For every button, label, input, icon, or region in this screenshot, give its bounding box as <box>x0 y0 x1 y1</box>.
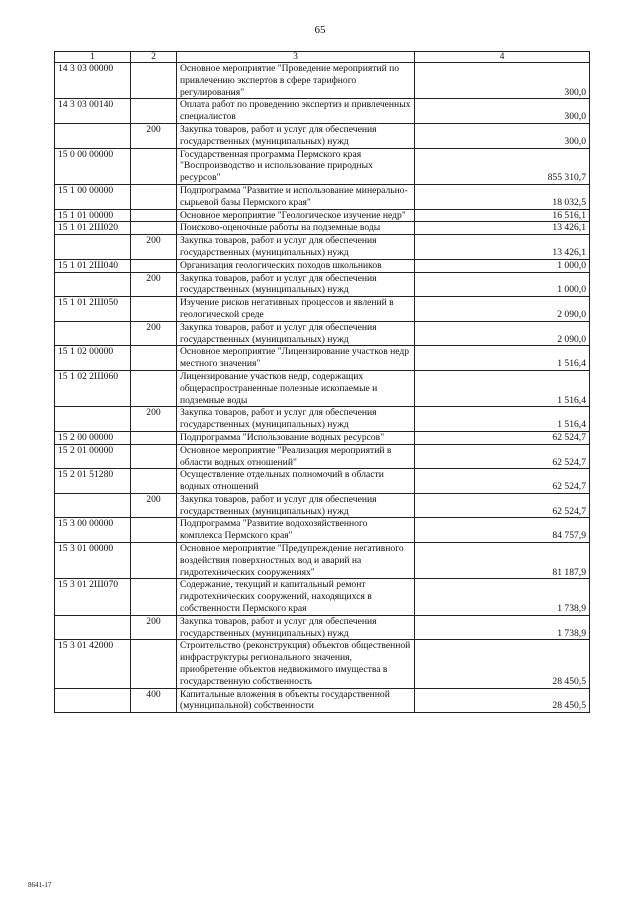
table-row <box>55 640 590 688</box>
row-name-cell: Закупка товаров, работ и услуг для обеспечения государственных (муниципальных) нужд <box>177 407 415 432</box>
row-sum-cell: 62 524,7 <box>415 493 590 518</box>
row-code-cell <box>55 407 131 432</box>
row-type-cell <box>131 579 177 615</box>
header-col-4: 4 <box>415 52 590 63</box>
row-code-cell: 15 3 01 42000 <box>55 640 131 688</box>
row-code-cell: 15 3 01 2Ш070 <box>55 579 131 615</box>
row-name-cell: Закупка товаров, работ и услуг для обеспечения государственных (муниципальных) нужд <box>177 272 415 297</box>
row-sum-cell: 62 524,7 <box>415 431 590 444</box>
row-code-cell: 14 3 03 00000 <box>55 63 131 99</box>
header-col-2: 2 <box>131 52 177 63</box>
row-type-cell <box>131 148 177 184</box>
row-code-cell: 15 1 01 2Ш020 <box>55 222 131 235</box>
table-row <box>55 209 590 222</box>
row-name-cell: Государственная программа Пермского края "Воспроизводство и использование природных ресурсов" <box>177 148 415 184</box>
page-number: 65 <box>314 24 326 36</box>
row-name-cell: Подпрограмма "Развитие водохозяйственного комплекса Пермского края" <box>177 518 415 543</box>
row-code-cell <box>55 272 131 297</box>
row-code-cell: 15 1 01 2Ш050 <box>55 297 131 322</box>
row-sum-cell: 2 090,0 <box>415 321 590 346</box>
row-code-cell: 15 2 01 00000 <box>55 444 131 469</box>
row-sum-cell: 28 450,5 <box>415 640 590 688</box>
table-row <box>55 493 590 518</box>
table-row <box>55 370 590 406</box>
row-code-cell: 15 2 01 51280 <box>55 469 131 494</box>
row-sum-cell: 81 187,9 <box>415 543 590 579</box>
row-type-cell <box>131 63 177 99</box>
row-name-cell: Поисково-оценочные работы на подземные воды <box>177 222 415 235</box>
row-sum-cell: 62 524,7 <box>415 469 590 494</box>
row-sum-cell: 13 426,1 <box>415 235 590 260</box>
table-row <box>55 431 590 444</box>
row-name-cell: Осуществление отдельных полномочий в области водных отношений <box>177 469 415 494</box>
row-name-cell: Основное мероприятие "Проведение мероприятий по привлечению экспертов в сфере тарифного регулирования" <box>177 63 415 99</box>
table-row <box>55 615 590 640</box>
row-sum-cell: 300,0 <box>415 99 590 124</box>
row-code-cell <box>55 493 131 518</box>
row-type-cell <box>131 259 177 272</box>
table-row <box>55 407 590 432</box>
row-code-cell <box>55 235 131 260</box>
row-code-cell: 15 1 02 2Ш060 <box>55 370 131 406</box>
table-row <box>55 518 590 543</box>
row-type-cell <box>131 469 177 494</box>
row-code-cell: 14 3 03 00140 <box>55 99 131 124</box>
row-name-cell: Строительство (реконструкция) объектов общественной инфраструктуры регионального значения, приобретение объектов недвижимого имущества в государственную собственность <box>177 640 415 688</box>
table-body <box>55 63 590 713</box>
table-row <box>55 297 590 322</box>
row-sum-cell: 62 524,7 <box>415 444 590 469</box>
row-sum-cell: 16 516,1 <box>415 209 590 222</box>
row-sum-cell: 300,0 <box>415 123 590 148</box>
footer-code: 8641-17 <box>28 881 52 889</box>
table-row <box>55 123 590 148</box>
row-name-cell: Основное мероприятие "Лицензирование участков недр местного значения" <box>177 346 415 371</box>
table-row <box>55 321 590 346</box>
row-type-cell: 200 <box>131 493 177 518</box>
row-type-cell <box>131 297 177 322</box>
row-type-cell <box>131 543 177 579</box>
row-type-cell <box>131 346 177 371</box>
row-type-cell: 200 <box>131 272 177 297</box>
row-code-cell: 15 3 00 00000 <box>55 518 131 543</box>
row-type-cell: 200 <box>131 123 177 148</box>
row-name-cell: Капитальные вложения в объекты государственной (муниципальной) собственности <box>177 688 415 713</box>
row-name-cell: Закупка товаров, работ и услуг для обеспечения государственных (муниципальных) нужд <box>177 321 415 346</box>
row-sum-cell: 1 000,0 <box>415 259 590 272</box>
row-code-cell: 15 1 00 00000 <box>55 184 131 209</box>
row-sum-cell: 1 516,4 <box>415 370 590 406</box>
row-sum-cell: 855 310,7 <box>415 148 590 184</box>
row-code-cell: 15 1 01 00000 <box>55 209 131 222</box>
row-type-cell <box>131 444 177 469</box>
row-type-cell <box>131 99 177 124</box>
row-code-cell: 15 3 01 00000 <box>55 543 131 579</box>
row-name-cell: Организация геологических походов школьников <box>177 259 415 272</box>
row-sum-cell: 84 757,9 <box>415 518 590 543</box>
header-col-1: 1 <box>55 52 131 63</box>
row-sum-cell: 1 516,4 <box>415 407 590 432</box>
row-code-cell: 15 1 02 00000 <box>55 346 131 371</box>
row-type-cell <box>131 209 177 222</box>
row-sum-cell: 1 738,9 <box>415 615 590 640</box>
row-sum-cell: 28 450,5 <box>415 688 590 713</box>
row-name-cell: Закупка товаров, работ и услуг для обеспечения государственных (муниципальных) нужд <box>177 235 415 260</box>
row-type-cell: 200 <box>131 321 177 346</box>
row-type-cell <box>131 640 177 688</box>
row-sum-cell: 1 000,0 <box>415 272 590 297</box>
row-type-cell <box>131 518 177 543</box>
row-name-cell: Закупка товаров, работ и услуг для обеспечения государственных (муниципальных) нужд <box>177 123 415 148</box>
header-col-3: 3 <box>177 52 415 63</box>
row-type-cell <box>131 370 177 406</box>
row-type-cell <box>131 184 177 209</box>
row-name-cell: Содержание, текущий и капитальный ремонт гидротехнических сооружений, находящихся в собственности Пермского края <box>177 579 415 615</box>
row-sum-cell: 1 516,4 <box>415 346 590 371</box>
table-row <box>55 99 590 124</box>
budget-table <box>54 51 590 713</box>
table-row <box>55 688 590 713</box>
table-row <box>55 579 590 615</box>
row-name-cell: Подпрограмма "Использование водных ресурсов" <box>177 431 415 444</box>
table-row <box>55 469 590 494</box>
row-name-cell: Изучение рисков негативных процессов и явлений в геологической среде <box>177 297 415 322</box>
row-name-cell: Оплата работ по проведению экспертиз и привлеченных специалистов <box>177 99 415 124</box>
row-type-cell <box>131 222 177 235</box>
row-sum-cell: 13 426,1 <box>415 222 590 235</box>
row-name-cell: Лицензирование участков недр, содержащих общераспространенные полезные ископаемые и подземные воды <box>177 370 415 406</box>
row-code-cell <box>55 688 131 713</box>
row-code-cell <box>55 321 131 346</box>
row-sum-cell: 2 090,0 <box>415 297 590 322</box>
row-name-cell: Основное мероприятие "Геологическое изучение недр" <box>177 209 415 222</box>
row-code-cell <box>55 615 131 640</box>
row-name-cell: Основное мероприятие "Реализация мероприятий в области водных отношений" <box>177 444 415 469</box>
table-row <box>55 444 590 469</box>
row-name-cell: Основное мероприятие "Предупреждение негативного воздействия поверхностных вод и аварий на гидротехнических сооружениях" <box>177 543 415 579</box>
table-row <box>55 543 590 579</box>
table-row <box>55 148 590 184</box>
row-sum-cell: 18 032,5 <box>415 184 590 209</box>
row-sum-cell: 1 738,9 <box>415 579 590 615</box>
table-row <box>55 184 590 209</box>
row-code-cell <box>55 123 131 148</box>
row-type-cell <box>131 431 177 444</box>
table-row <box>55 346 590 371</box>
row-type-cell: 400 <box>131 688 177 713</box>
table-row <box>55 235 590 260</box>
row-name-cell: Подпрограмма "Развитие и использование минерально-сырьевой базы Пермского края" <box>177 184 415 209</box>
row-code-cell: 15 2 00 00000 <box>55 431 131 444</box>
table-row <box>55 222 590 235</box>
table-row <box>55 272 590 297</box>
table-row <box>55 63 590 99</box>
row-sum-cell: 300,0 <box>415 63 590 99</box>
row-name-cell: Закупка товаров, работ и услуг для обеспечения государственных (муниципальных) нужд <box>177 615 415 640</box>
row-code-cell: 15 1 01 2Ш040 <box>55 259 131 272</box>
table-row <box>55 259 590 272</box>
row-type-cell: 200 <box>131 615 177 640</box>
row-type-cell: 200 <box>131 235 177 260</box>
row-code-cell: 15 0 00 00000 <box>55 148 131 184</box>
table-header-row <box>55 52 590 63</box>
row-name-cell: Закупка товаров, работ и услуг для обеспечения государственных (муниципальных) нужд <box>177 493 415 518</box>
row-type-cell: 200 <box>131 407 177 432</box>
